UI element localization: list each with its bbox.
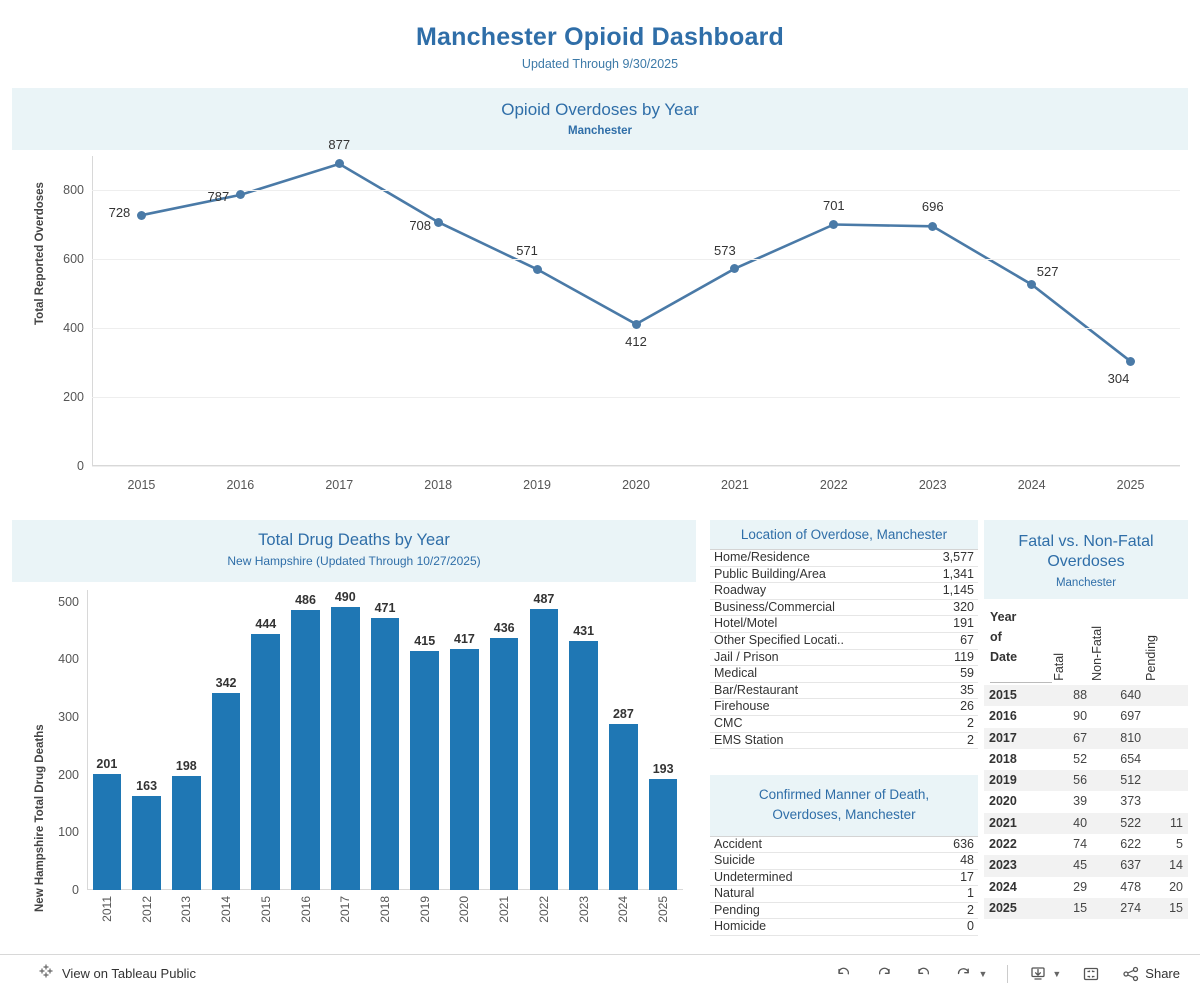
row-label: Hotel/Motel xyxy=(714,616,778,631)
x-axis-tick: 2024 xyxy=(1017,478,1046,492)
sort-underline xyxy=(990,682,1052,683)
bar[interactable] xyxy=(172,776,201,890)
year-cell: 2022 xyxy=(989,837,1017,852)
year-cell: 2025 xyxy=(989,900,1017,915)
x-axis-tick: 2025 xyxy=(656,896,671,923)
pending-cell xyxy=(1146,685,1188,706)
row-value: 67 xyxy=(960,632,974,647)
year-cell: 2023 xyxy=(989,858,1017,873)
row-label: Undetermined xyxy=(714,869,793,884)
y-axis-tick: 0 xyxy=(77,459,84,473)
data-point-label: 412 xyxy=(625,334,647,350)
y-axis-tick: 800 xyxy=(63,183,84,198)
pending-cell: 5 xyxy=(1176,837,1183,852)
fatal-subtitle: Manchester xyxy=(1055,577,1117,589)
fatal-table-row[interactable] xyxy=(984,855,1188,876)
bar[interactable] xyxy=(450,649,479,890)
x-axis-tick: 2022 xyxy=(536,896,551,923)
location-row[interactable] xyxy=(710,699,978,716)
row-label: Business/Commercial xyxy=(714,599,835,614)
y-axis-tick: 400 xyxy=(58,652,79,667)
location-row[interactable] xyxy=(710,632,978,649)
y-axis-tick: 300 xyxy=(58,709,79,724)
nonfatal-cell: 622 xyxy=(1120,837,1142,852)
fatal-table-row[interactable] xyxy=(984,685,1188,706)
x-axis-tick: 2011 xyxy=(99,896,114,922)
pending-cell: 11 xyxy=(1170,815,1183,830)
data-point-label: 877 xyxy=(328,136,351,152)
row-value: 1,145 xyxy=(942,583,974,598)
y-axis-tick: 100 xyxy=(58,825,79,840)
x-axis-tick: 2016 xyxy=(226,478,255,492)
data-point[interactable] xyxy=(434,218,443,227)
data-point-label: 527 xyxy=(1036,264,1059,280)
x-axis-tick: 2016 xyxy=(298,896,313,923)
bar-chart-area xyxy=(12,582,696,950)
fatal-vs-nonfatal-panel xyxy=(984,520,1188,950)
y-axis-tick: 200 xyxy=(58,767,79,782)
row-value: 26 xyxy=(960,699,974,714)
x-axis-tick: 2022 xyxy=(819,478,848,492)
bar[interactable] xyxy=(291,610,320,890)
data-point[interactable] xyxy=(1126,357,1135,366)
bar-value-label: 436 xyxy=(493,621,515,636)
row-label: Other Specified Locati.. xyxy=(714,632,844,647)
bar-value-label: 201 xyxy=(96,757,118,772)
pending-cell: 14 xyxy=(1169,858,1183,873)
fatal-banner xyxy=(984,520,1188,599)
share-label[interactable]: Share xyxy=(1145,966,1180,981)
tableau-logo-icon xyxy=(38,963,54,984)
bar[interactable] xyxy=(251,634,280,890)
manner-of-death-panel xyxy=(710,775,978,950)
year-cell: 2024 xyxy=(989,879,1017,894)
fatal-cell: 90 xyxy=(1073,709,1088,724)
line-series-svg xyxy=(92,156,1180,466)
location-table xyxy=(710,549,978,749)
x-axis-tick: 2015 xyxy=(258,896,273,923)
x-axis-tick: 2013 xyxy=(179,896,194,923)
manner-title-line2: Overdoses, Manchester xyxy=(772,807,916,823)
fatal-cell: 45 xyxy=(1073,858,1088,873)
gridline xyxy=(92,397,1180,398)
bar-value-label: 415 xyxy=(414,633,436,648)
location-row[interactable] xyxy=(710,732,978,749)
pending-cell xyxy=(1146,749,1188,770)
fatal-table-header xyxy=(984,599,1188,685)
row-value: 3,577 xyxy=(942,550,974,564)
x-axis-tick: 2014 xyxy=(219,896,234,923)
row-label: Home/Residence xyxy=(714,550,810,564)
undo-icon[interactable] xyxy=(834,964,854,984)
bar-plot xyxy=(58,590,683,923)
fatal-cell: 88 xyxy=(1073,688,1088,702)
redo-icon[interactable] xyxy=(874,964,894,984)
row-label: Roadway xyxy=(714,583,767,598)
line-chart-area xyxy=(12,136,1188,518)
bar[interactable] xyxy=(212,693,241,890)
bar-y-axis xyxy=(87,590,88,890)
pending-cell: 15 xyxy=(1169,900,1183,915)
bar[interactable] xyxy=(530,609,559,890)
row-label: EMS Station xyxy=(714,732,784,747)
x-axis-tick: 2018 xyxy=(378,896,392,923)
bar-y-axis-title: New Hampshire Total Drug Deaths xyxy=(34,724,46,912)
x-axis-tick: 2015 xyxy=(127,478,156,492)
data-point[interactable] xyxy=(137,211,146,220)
drug-deaths-banner xyxy=(12,520,696,582)
row-value: 59 xyxy=(960,666,974,681)
fatal-cell: 15 xyxy=(1073,900,1088,915)
bar-value-label: 444 xyxy=(255,616,277,631)
row-value: 1 xyxy=(967,886,974,901)
x-axis-tick: 2024 xyxy=(616,896,631,923)
nonfatal-cell: 654 xyxy=(1120,751,1142,766)
data-point[interactable] xyxy=(928,222,937,231)
fatal-table-row[interactable] xyxy=(984,706,1188,727)
nonfatal-cell: 637 xyxy=(1120,858,1142,873)
y-axis-tick: 400 xyxy=(63,321,84,336)
row-label: Accident xyxy=(714,836,762,851)
y-axis-tick: 0 xyxy=(72,883,79,897)
data-point-label: 571 xyxy=(516,243,538,259)
bar[interactable] xyxy=(331,607,360,890)
row-label: CMC xyxy=(714,715,743,730)
row-label: Bar/Restaurant xyxy=(714,682,799,697)
location-row[interactable] xyxy=(710,666,978,683)
year-cell: 2016 xyxy=(989,709,1017,724)
fatal-cell: 29 xyxy=(1073,879,1088,894)
year-cell: 2018 xyxy=(989,751,1017,766)
fatal-cell: 56 xyxy=(1073,773,1088,788)
drug-deaths-panel xyxy=(12,520,696,950)
fatal-cell: 67 xyxy=(1073,730,1088,745)
year-cell: 2020 xyxy=(989,794,1017,809)
column-header-nonfatal[interactable]: Non-Fatal xyxy=(1090,626,1104,681)
bar[interactable] xyxy=(371,618,400,890)
location-row[interactable] xyxy=(710,566,978,583)
manner-row[interactable] xyxy=(710,902,978,919)
row-value: 191 xyxy=(953,616,974,631)
bar-value-label: 486 xyxy=(295,592,316,607)
drug-deaths-title: Total Drug Deaths by Year xyxy=(258,531,450,549)
bar[interactable] xyxy=(569,641,598,890)
year-cell: 2017 xyxy=(989,730,1017,745)
fatal-row-header-line1: Year xyxy=(990,610,1017,624)
share-button[interactable] xyxy=(1121,964,1180,984)
opioid-overdoses-banner xyxy=(12,88,1188,150)
data-point[interactable] xyxy=(533,265,542,274)
refresh-icon[interactable] xyxy=(954,964,987,984)
fatal-cell: 74 xyxy=(1073,837,1088,852)
x-axis-tick: 2018 xyxy=(424,478,453,492)
fatal-title: Fatal vs. Non-Fatal Overdoses xyxy=(1018,533,1154,570)
location-row[interactable] xyxy=(710,583,978,600)
year-cell: 2021 xyxy=(989,815,1017,830)
gridline xyxy=(92,190,1180,191)
manner-title-line1: Confirmed Manner of Death, xyxy=(758,787,930,802)
data-point-label: 787 xyxy=(207,188,230,204)
fatal-cell: 39 xyxy=(1073,794,1088,809)
data-point-label: 696 xyxy=(921,199,944,215)
line-series xyxy=(142,164,1131,361)
nonfatal-cell: 697 xyxy=(1120,709,1142,724)
fatal-table-row[interactable] xyxy=(984,728,1188,749)
x-axis-tick: 2021 xyxy=(497,896,512,923)
x-axis-tick: 2021 xyxy=(721,478,749,492)
fullscreen-icon[interactable] xyxy=(1081,964,1101,984)
nonfatal-cell: 522 xyxy=(1120,815,1142,830)
manner-row[interactable] xyxy=(710,869,978,886)
download-icon[interactable] xyxy=(1028,964,1061,984)
pending-cell xyxy=(1146,770,1188,791)
x-axis-tick: 2012 xyxy=(139,896,154,923)
row-value: 0 xyxy=(967,919,974,934)
row-label: Natural xyxy=(714,886,755,901)
location-of-overdose-panel xyxy=(710,520,978,770)
x-axis-tick: 2023 xyxy=(918,478,947,492)
pending-cell xyxy=(1146,791,1188,812)
bar-value-label: 471 xyxy=(374,601,396,616)
pending-cell xyxy=(1146,706,1188,727)
fatal-row-header-line3: Date xyxy=(990,650,1018,664)
column-header-fatal[interactable]: Fatal xyxy=(1052,653,1066,681)
manner-row[interactable] xyxy=(710,919,978,936)
nonfatal-cell: 810 xyxy=(1120,730,1142,745)
nonfatal-cell: 373 xyxy=(1120,794,1142,809)
nonfatal-cell: 274 xyxy=(1120,900,1142,915)
manner-row[interactable] xyxy=(710,886,978,903)
opioid-overdoses-panel xyxy=(12,88,1188,518)
fatal-row-header-line2: of xyxy=(990,630,1002,644)
x-axis-tick: 2023 xyxy=(576,896,591,923)
manner-row[interactable] xyxy=(710,853,978,870)
fatal-cell: 40 xyxy=(1073,815,1088,830)
chevron-down-icon[interactable]: ▼ xyxy=(1052,968,1062,979)
location-title: Location of Overdose, Manchester xyxy=(740,527,948,542)
bar-value-label: 431 xyxy=(573,624,595,639)
revert-icon[interactable] xyxy=(914,964,934,984)
footer-right xyxy=(834,964,1180,984)
x-axis-tick: 2017 xyxy=(338,896,353,923)
year-cell: 2019 xyxy=(989,773,1017,788)
fatal-table-row[interactable] xyxy=(984,834,1188,855)
bottom-row xyxy=(12,520,1188,950)
location-row[interactable] xyxy=(710,550,978,567)
data-point-label: 304 xyxy=(1107,371,1130,387)
row-value: 2 xyxy=(967,732,974,747)
location-row[interactable] xyxy=(710,715,978,732)
row-value: 119 xyxy=(954,649,974,664)
column-header-pending[interactable]: Pending xyxy=(1144,635,1158,681)
view-on-tableau-public-label[interactable]: View on Tableau Public xyxy=(62,966,196,981)
bar[interactable] xyxy=(93,774,122,890)
chevron-down-icon[interactable]: ▼ xyxy=(978,968,988,979)
bar[interactable] xyxy=(410,651,439,890)
line-plot xyxy=(63,136,1180,492)
location-row[interactable] xyxy=(710,649,978,666)
fatal-table-row[interactable] xyxy=(984,791,1188,812)
data-point-label: 708 xyxy=(409,218,432,234)
page-title: Manchester Opioid Dashboard xyxy=(416,23,784,51)
pending-cell: 20 xyxy=(1169,879,1183,894)
row-value: 320 xyxy=(953,599,974,614)
bar[interactable] xyxy=(609,724,638,890)
fatal-table-row[interactable] xyxy=(984,898,1188,919)
fatal-table-row[interactable] xyxy=(984,877,1188,898)
y-axis-tick: 500 xyxy=(58,594,79,609)
year-cell: 2015 xyxy=(989,688,1017,702)
x-axis-tick: 2017 xyxy=(325,478,354,492)
location-row[interactable] xyxy=(710,682,978,699)
data-point[interactable] xyxy=(632,320,641,329)
line-y-axis-title: Total Reported Overdoses xyxy=(34,182,46,325)
bar-value-label: 287 xyxy=(612,707,634,722)
row-label: Firehouse xyxy=(714,699,770,714)
nonfatal-cell: 640 xyxy=(1120,688,1142,702)
bar[interactable] xyxy=(490,638,519,890)
bar-value-label: 417 xyxy=(454,632,475,647)
row-label: Public Building/Area xyxy=(714,566,826,581)
opioid-overdoses-title: Opioid Overdoses by Year xyxy=(501,100,699,119)
row-value: 2 xyxy=(967,902,974,917)
fatal-cell: 52 xyxy=(1073,751,1088,766)
row-label: Pending xyxy=(714,902,760,917)
nonfatal-cell: 478 xyxy=(1120,879,1142,894)
row-value: 48 xyxy=(960,853,974,868)
row-value: 636 xyxy=(953,836,974,851)
x-axis-tick: 2025 xyxy=(1116,478,1145,492)
fatal-table-row[interactable] xyxy=(984,749,1188,770)
location-row[interactable] xyxy=(710,616,978,633)
data-point-label: 728 xyxy=(108,205,131,221)
x-axis-tick: 2019 xyxy=(417,896,432,923)
fatal-table-row[interactable] xyxy=(984,813,1188,834)
x-axis-tick: 2020 xyxy=(622,478,650,492)
row-value: 2 xyxy=(967,715,974,730)
manner-row[interactable] xyxy=(710,836,978,853)
toolbar-divider xyxy=(1007,965,1008,983)
pending-cell xyxy=(1146,728,1188,749)
bar[interactable] xyxy=(132,796,161,890)
x-axis-tick: 2019 xyxy=(523,478,551,492)
drug-deaths-subtitle: New Hampshire (Updated Through 10/27/2025) xyxy=(227,554,481,568)
row-value: 35 xyxy=(960,682,974,697)
bar-value-label: 487 xyxy=(533,592,555,607)
y-axis-tick: 200 xyxy=(63,390,84,405)
gridline xyxy=(92,466,1180,467)
bar-value-label: 342 xyxy=(215,675,237,690)
row-value: 17 xyxy=(960,869,974,884)
row-label: Suicide xyxy=(714,853,755,868)
tableau-toolbar xyxy=(0,954,1200,992)
row-value: 1,341 xyxy=(942,566,974,581)
manner-banner xyxy=(710,775,978,836)
page-subtitle: Updated Through 9/30/2025 xyxy=(521,57,679,71)
location-banner xyxy=(710,520,978,549)
gridline xyxy=(92,259,1180,260)
data-point-label: 573 xyxy=(714,242,736,258)
row-label: Homicide xyxy=(714,919,767,934)
footer-left[interactable] xyxy=(38,963,196,984)
data-point-label: 701 xyxy=(822,197,845,213)
nonfatal-cell: 512 xyxy=(1120,773,1142,788)
opioid-overdoses-subtitle: Manchester xyxy=(568,125,632,137)
bar[interactable] xyxy=(649,779,678,890)
bar-value-label: 163 xyxy=(136,778,158,793)
fatal-table-row[interactable] xyxy=(984,770,1188,791)
bar-value-label: 193 xyxy=(652,761,674,776)
row-label: Medical xyxy=(714,666,758,681)
location-row[interactable] xyxy=(710,599,978,616)
fatal-table xyxy=(984,685,1188,919)
manner-table xyxy=(710,836,978,937)
fatal-row-header xyxy=(990,607,1017,667)
y-axis-tick: 600 xyxy=(63,252,84,267)
bar-value-label: 490 xyxy=(334,590,356,605)
bar-value-label: 198 xyxy=(175,758,197,773)
x-axis-tick: 2020 xyxy=(457,896,472,923)
row-label: Jail / Prison xyxy=(714,649,779,664)
